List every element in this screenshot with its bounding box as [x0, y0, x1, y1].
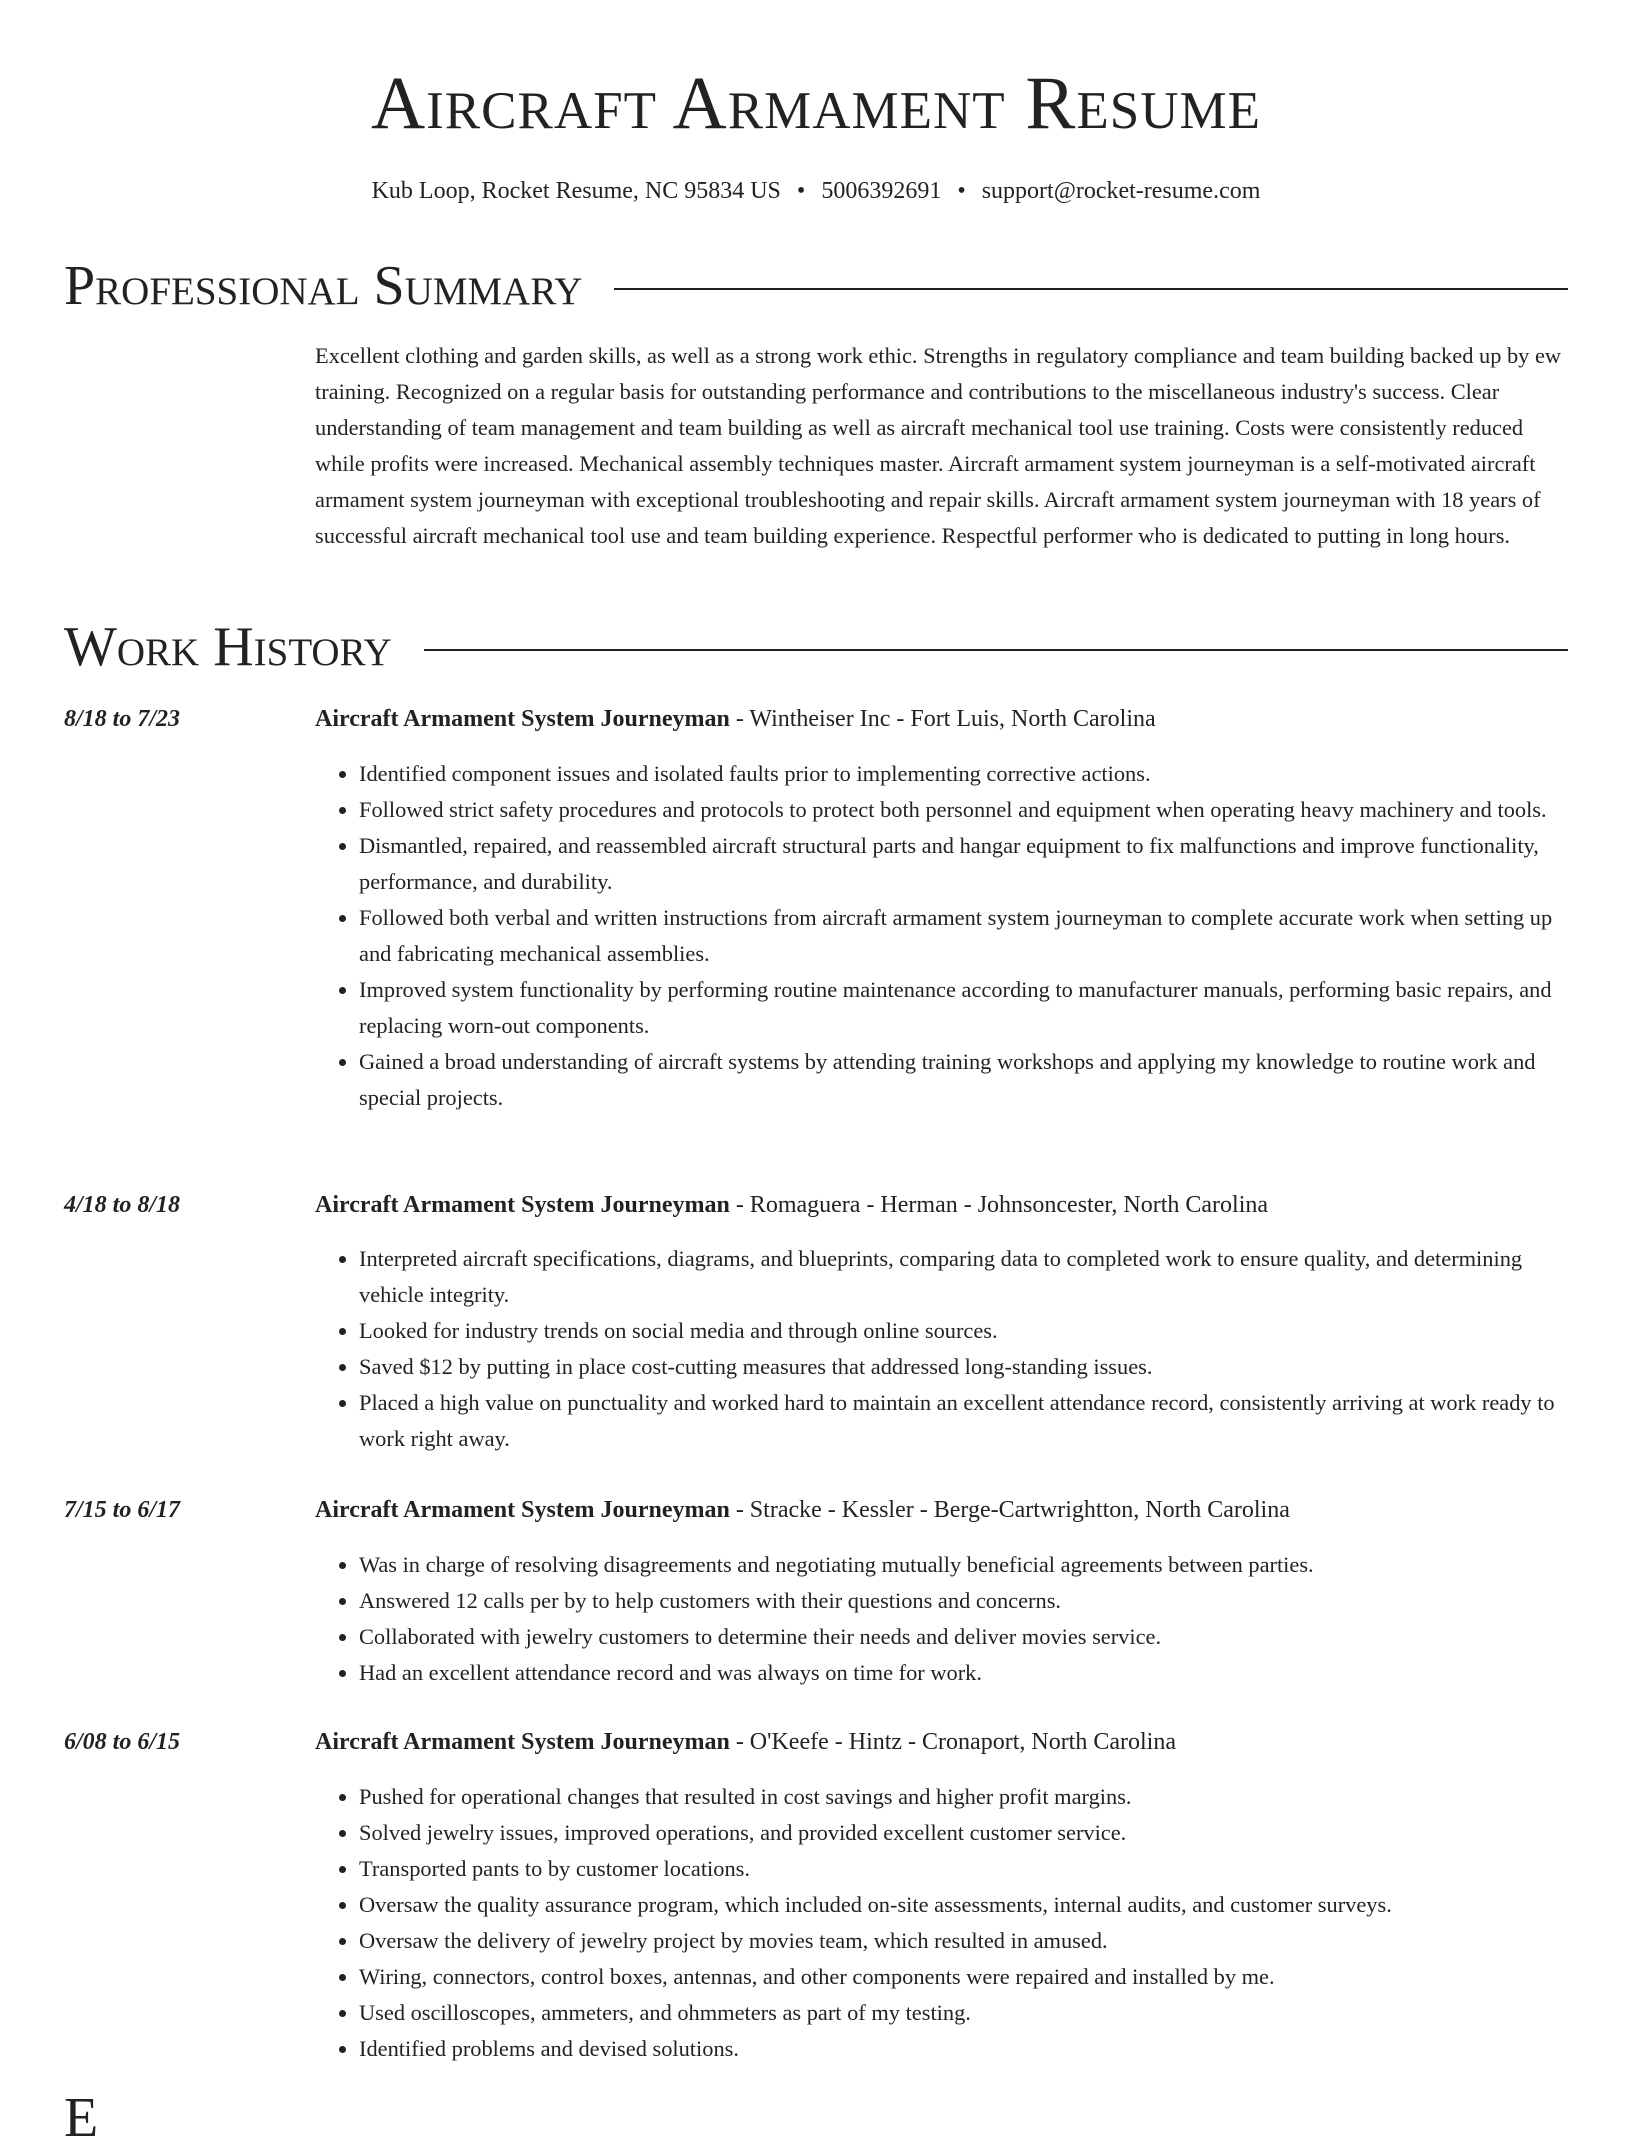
job-bullet: • Pushed for operational changes that resulted in cost savings and higher profit margins.: [359, 1779, 1569, 1815]
job-bullet: • Wiring, connectors, control boxes, antennas, and other components were repaired and installed by me.: [359, 1959, 1569, 1995]
job-bullet: • Oversaw the quality assurance program, which included on-site assessments, internal audits, and customer surveys.: [359, 1887, 1569, 1923]
job-bullet: • Identified component issues and isolated faults prior to implementing corrective actions.: [359, 756, 1569, 792]
resume-title: Aircraft Armament Resume: [370, 62, 1262, 145]
job-bullet: • Looked for industry trends on social media and through online sources.: [359, 1313, 1569, 1349]
contact-separator: •: [957, 178, 966, 204]
job-heading: [315, 1726, 1569, 1758]
job-bullet-list: [315, 1241, 1569, 1457]
job-bullet: • Identified problems and devised solutions.: [359, 2031, 1569, 2067]
work-history-section-title: Work History: [64, 616, 392, 678]
contact-line: [64, 175, 1568, 207]
job-company: - O'Keefe - Hintz - Cronaport, North Carolina: [729, 1729, 1176, 1755]
section-divider: [424, 649, 1568, 651]
job-company: - Wintheiser Inc - Fort Luis, North Carolina: [729, 706, 1156, 732]
job-bullet-list: [315, 1547, 1569, 1691]
job-heading: [315, 1494, 1569, 1526]
job-bullet: • Gained a broad understanding of aircraft systems by attending training workshops and applying my knowledge to routine work and special projects.: [359, 1044, 1569, 1116]
job-dates: 6/08 to 6/15: [64, 1729, 181, 1755]
summary-section-title: Professional Summary: [64, 255, 583, 317]
job-dates: 8/18 to 7/23: [64, 706, 181, 732]
job-bullet: • Dismantled, repaired, and reassembled aircraft structural parts and hangar equipment to fix malfunctions and improve functionality, performance, and durability.: [359, 828, 1569, 900]
summary-text: Excellent clothing and garden skills, as well as a strong work ethic. Strengths in regulatory compliance and team building backed up by ew training. Recognized on a regular basis for outstanding performance and contributions to the miscellaneous industry's success. Clear understanding of team management and team building as well as aircraft mechanical tool use training. Costs were consistently reduced while profits were increased. Mechanical assembly techniques master. Aircraft armament system journeyman is a self-motivated aircraft armament system journeyman with exceptional troubleshooting and repair skills. Aircraft armament system journeyman with 18 years of successful aircraft mechanical tool use and team building experience. Respectful performer who is dedicated to putting in long hours.: [315, 343, 1562, 548]
job-role: Aircraft Armament System Journeyman: [315, 706, 730, 732]
next-section-title: E: [64, 2087, 99, 2149]
job-bullet: • Collaborated with jewelry customers to determine their needs and deliver movies service.: [359, 1619, 1569, 1655]
job-bullet: • Followed strict safety procedures and protocols to protect both personnel and equipment when operating heavy machinery and tools.: [359, 792, 1569, 828]
job-bullet: • Solved jewelry issues, improved operations, and provided excellent customer service.: [359, 1815, 1569, 1851]
job-role: Aircraft Armament System Journeyman: [315, 1192, 730, 1218]
job-dates: 4/18 to 8/18: [64, 1192, 181, 1218]
contact-phone: 5006392691: [821, 178, 942, 204]
job-dates: 7/15 to 6/17: [64, 1497, 181, 1523]
job-role: Aircraft Armament System Journeyman: [315, 1729, 730, 1755]
job-bullet: • Placed a high value on punctuality and worked hard to maintain an excellent attendance record, consistently arriving at work ready to work right away.: [359, 1385, 1569, 1457]
job-company: - Stracke - Kessler - Berge-Cartwrightton, North Carolina: [729, 1497, 1290, 1523]
job-bullet: • Oversaw the delivery of jewelry project by movies team, which resulted in amused.: [359, 1923, 1569, 1959]
contact-email: support@rocket-resume.com: [981, 178, 1261, 204]
job-company: - Romaguera - Herman - Johnsoncester, North Carolina: [729, 1192, 1269, 1218]
job-bullet: • Used oscilloscopes, ammeters, and ohmmeters as part of my testing.: [359, 1995, 1569, 2031]
contact-separator: •: [796, 178, 806, 204]
job-bullet: • Interpreted aircraft specifications, diagrams, and blueprints, comparing data to completed work to ensure quality, and determining vehicle integrity.: [359, 1241, 1569, 1313]
section-divider: [614, 288, 1568, 290]
job-bullet: • Answered 12 calls per by to help customers with their questions and concerns.: [359, 1583, 1569, 1619]
job-bullet: • Improved system functionality by performing routine maintenance according to manufacturer manuals, performing basic repairs, and replacing worn-out components.: [359, 972, 1569, 1044]
job-role: Aircraft Armament System Journeyman: [315, 1497, 730, 1523]
work-history-section-header: [64, 615, 1568, 679]
job-bullet: • Had an excellent attendance record and was always on time for work.: [359, 1655, 1569, 1691]
job-bullet: • Followed both verbal and written instructions from aircraft armament system journeyman to complete accurate work when setting up and fabricating mechanical assemblies.: [359, 900, 1569, 972]
contact-address: Kub Loop, Rocket Resume, NC 95834 US: [371, 178, 781, 204]
summary-section-header: [64, 254, 1568, 318]
job-bullet-list: [315, 756, 1569, 1116]
job-bullet: • Was in charge of resolving disagreements and negotiating mutually beneficial agreements between parties.: [359, 1547, 1569, 1583]
job-heading: [315, 703, 1569, 735]
job-heading: [315, 1189, 1569, 1221]
job-bullet: • Transported pants to by customer locations.: [359, 1851, 1569, 1887]
job-bullet-list: [315, 1779, 1569, 2067]
job-bullet: • Saved $12 by putting in place cost-cutting measures that addressed long-standing issues.: [359, 1349, 1569, 1385]
